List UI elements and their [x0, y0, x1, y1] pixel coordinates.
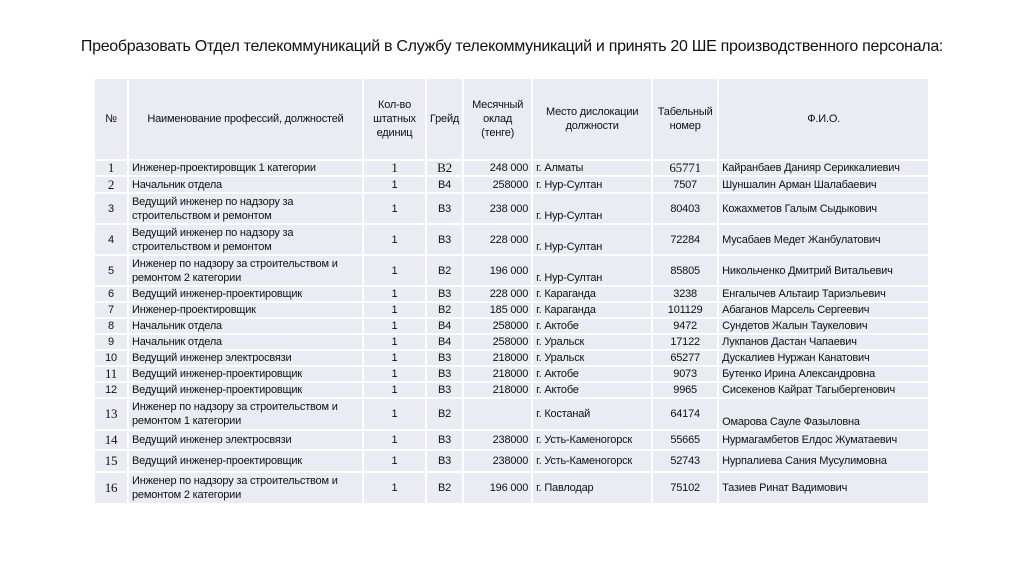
cell-grade: B4	[426, 318, 463, 334]
cell-count: 1	[363, 430, 426, 450]
cell-number: 3	[94, 193, 128, 224]
cell-position: Ведущий инженер по надзору за строительством и ремонтом	[128, 193, 363, 224]
cell-grade: B3	[426, 366, 463, 382]
cell-number: 14	[94, 430, 128, 450]
cell-location: г. Нур-Султан	[532, 193, 652, 224]
cell-location: г. Усть-Каменогорск	[532, 430, 652, 450]
table-row	[94, 472, 929, 504]
cell-position: Инженер по надзору за строительством и ремонтом 1 категории	[128, 398, 363, 430]
cell-salary: 248 000	[463, 160, 532, 176]
header-col-position: Наименование профессий, должностей	[128, 78, 363, 160]
cell-count: 1	[363, 334, 426, 350]
cell-full-name: Омарова Сауле Фазыловна	[718, 398, 929, 430]
cell-salary: 218000	[463, 350, 532, 366]
cell-location: г. Нур-Султан	[532, 176, 652, 193]
cell-location: г. Нур-Султан	[532, 255, 652, 286]
table-row	[94, 334, 929, 350]
table-row	[94, 430, 929, 450]
table-row	[94, 160, 929, 176]
cell-number: 8	[94, 318, 128, 334]
cell-count: 1	[363, 224, 426, 255]
cell-salary: 238000	[463, 450, 532, 472]
cell-position: Инженер-проектировщик	[128, 302, 363, 318]
cell-salary: 218000	[463, 366, 532, 382]
cell-tab-number: 85805	[652, 255, 718, 286]
cell-full-name: Енгалычев Альтаир Тариэльевич	[718, 286, 929, 302]
table-row	[94, 193, 929, 224]
cell-location: г. Актобе	[532, 318, 652, 334]
cell-salary: 258000	[463, 318, 532, 334]
cell-salary: 238 000	[463, 193, 532, 224]
cell-location: г. Уральск	[532, 350, 652, 366]
cell-full-name: Кожахметов Галым Сыдыкович	[718, 193, 929, 224]
table-row	[94, 350, 929, 366]
cell-tab-number: 72284	[652, 224, 718, 255]
cell-grade: B3	[426, 286, 463, 302]
cell-salary: 258000	[463, 334, 532, 350]
table-row	[94, 286, 929, 302]
cell-count: 1	[363, 193, 426, 224]
cell-tab-number: 80403	[652, 193, 718, 224]
cell-position: Инженер-проектировщик 1 категории	[128, 160, 363, 176]
cell-position: Ведущий инженер электросвязи	[128, 430, 363, 450]
cell-number: 9	[94, 334, 128, 350]
header-col-full-name: Ф.И.О.	[718, 78, 929, 160]
cell-grade: B2	[426, 398, 463, 430]
cell-full-name: Абаганов Марсель Сергеевич	[718, 302, 929, 318]
cell-position: Инженер по надзору за строительством и ремонтом 2 категории	[128, 255, 363, 286]
cell-count: 1	[363, 472, 426, 504]
cell-salary	[463, 398, 532, 430]
cell-tab-number: 9472	[652, 318, 718, 334]
cell-full-name: Никольченко Дмитрий Витальевич	[718, 255, 929, 286]
header-col-tab-number: Табельный номер	[652, 78, 718, 160]
table-row	[94, 398, 929, 430]
cell-number: 1	[94, 160, 128, 176]
cell-count: 1	[363, 450, 426, 472]
cell-grade: B3	[426, 224, 463, 255]
cell-count: 1	[363, 350, 426, 366]
cell-number: 5	[94, 255, 128, 286]
header-col-location: Место дислокации должности	[532, 78, 652, 160]
cell-count: 1	[363, 176, 426, 193]
cell-grade: B2	[426, 160, 463, 176]
cell-grade: B3	[426, 430, 463, 450]
cell-position: Начальник отдела	[128, 318, 363, 334]
header-row	[94, 78, 929, 160]
cell-number: 13	[94, 398, 128, 430]
cell-location: г. Караганда	[532, 302, 652, 318]
cell-position: Ведущий инженер по надзору за строительством и ремонтом	[128, 224, 363, 255]
table-row	[94, 224, 929, 255]
cell-tab-number: 101129	[652, 302, 718, 318]
cell-number: 11	[94, 366, 128, 382]
cell-number: 12	[94, 382, 128, 398]
cell-grade: B3	[426, 350, 463, 366]
cell-count: 1	[363, 382, 426, 398]
cell-tab-number: 9073	[652, 366, 718, 382]
table-row	[94, 450, 929, 472]
header-col-count: Кол-во штатных единиц	[363, 78, 426, 160]
cell-full-name: Мусабаев Медет Жанбулатович	[718, 224, 929, 255]
cell-location: г. Усть-Каменогорск	[532, 450, 652, 472]
cell-tab-number: 9965	[652, 382, 718, 398]
cell-tab-number: 75102	[652, 472, 718, 504]
cell-grade: B3	[426, 193, 463, 224]
cell-count: 1	[363, 318, 426, 334]
cell-full-name: Лукпанов Дастан Чапаевич	[718, 334, 929, 350]
cell-location: г. Караганда	[532, 286, 652, 302]
header-col-salary: Месячный оклад (тенге)	[463, 78, 532, 160]
cell-salary: 218000	[463, 382, 532, 398]
cell-position: Начальник отдела	[128, 176, 363, 193]
cell-grade: B2	[426, 255, 463, 286]
cell-grade: B2	[426, 302, 463, 318]
cell-position: Начальник отдела	[128, 334, 363, 350]
cell-tab-number: 7507	[652, 176, 718, 193]
cell-full-name: Шуншалин Арман Шалабаевич	[718, 176, 929, 193]
cell-count: 1	[363, 302, 426, 318]
cell-number: 4	[94, 224, 128, 255]
cell-location: г. Костанай	[532, 398, 652, 430]
header-col-grade: Грейд	[426, 78, 463, 160]
cell-tab-number: 52743	[652, 450, 718, 472]
cell-location: г. Актобе	[532, 382, 652, 398]
header-col-number: №	[94, 78, 128, 160]
cell-grade: B3	[426, 382, 463, 398]
table-row	[94, 366, 929, 382]
cell-salary: 185 000	[463, 302, 532, 318]
cell-salary: 258000	[463, 176, 532, 193]
cell-location: г. Алматы	[532, 160, 652, 176]
cell-full-name: Сундетов Жалын Таукелович	[718, 318, 929, 334]
cell-position: Инженер по надзору за строительством и ремонтом 2 категории	[128, 472, 363, 504]
cell-tab-number: 17122	[652, 334, 718, 350]
cell-full-name: Нурмагамбетов Елдос Жуматаевич	[718, 430, 929, 450]
cell-number: 6	[94, 286, 128, 302]
cell-full-name: Дускалиев Нуржан Канатович	[718, 350, 929, 366]
cell-location: г. Павлодар	[532, 472, 652, 504]
cell-salary: 238000	[463, 430, 532, 450]
cell-full-name: Нурпалиева Сания Мусулимовна	[718, 450, 929, 472]
cell-tab-number: 65277	[652, 350, 718, 366]
table-row	[94, 302, 929, 318]
cell-number: 10	[94, 350, 128, 366]
cell-tab-number: 64174	[652, 398, 718, 430]
cell-full-name: Тазиев Ринат Вадимович	[718, 472, 929, 504]
cell-full-name: Кайранбаев Данияр Сериккалиевич	[718, 160, 929, 176]
table-row	[94, 255, 929, 286]
page-title: Преобразовать Отдел телекоммуникаций в Службу телекоммуникаций и принять 20 ШЕ производственного персонала:	[80, 38, 944, 55]
cell-grade: B2	[426, 472, 463, 504]
cell-position: Ведущий инженер-проектировщик	[128, 382, 363, 398]
cell-grade: B3	[426, 450, 463, 472]
cell-number: 15	[94, 450, 128, 472]
cell-count: 1	[363, 398, 426, 430]
cell-location: г. Уральск	[532, 334, 652, 350]
cell-count: 1	[363, 160, 426, 176]
cell-count: 1	[363, 366, 426, 382]
table-row	[94, 318, 929, 334]
cell-salary: 228 000	[463, 224, 532, 255]
cell-count: 1	[363, 255, 426, 286]
cell-salary: 228 000	[463, 286, 532, 302]
staff-table	[93, 77, 930, 505]
cell-location: г. Нур-Султан	[532, 224, 652, 255]
cell-number: 7	[94, 302, 128, 318]
cell-number: 16	[94, 472, 128, 504]
cell-tab-number: 65771	[652, 160, 718, 176]
cell-location: г. Актобе	[532, 366, 652, 382]
cell-count: 1	[363, 286, 426, 302]
table-row	[94, 176, 929, 193]
cell-grade: B4	[426, 176, 463, 193]
cell-salary: 196 000	[463, 255, 532, 286]
cell-number: 2	[94, 176, 128, 193]
cell-full-name: Бутенко Ирина Александровна	[718, 366, 929, 382]
cell-position: Ведущий инженер-проектировщик	[128, 286, 363, 302]
cell-tab-number: 3238	[652, 286, 718, 302]
cell-grade: B4	[426, 334, 463, 350]
cell-position: Ведущий инженер электросвязи	[128, 350, 363, 366]
cell-salary: 196 000	[463, 472, 532, 504]
cell-full-name: Сисекенов Кайрат Тагыбергенович	[718, 382, 929, 398]
table-row	[94, 382, 929, 398]
cell-position: Ведущий инженер-проектировщик	[128, 366, 363, 382]
cell-tab-number: 55665	[652, 430, 718, 450]
cell-position: Ведущий инженер-проектировщик	[128, 450, 363, 472]
